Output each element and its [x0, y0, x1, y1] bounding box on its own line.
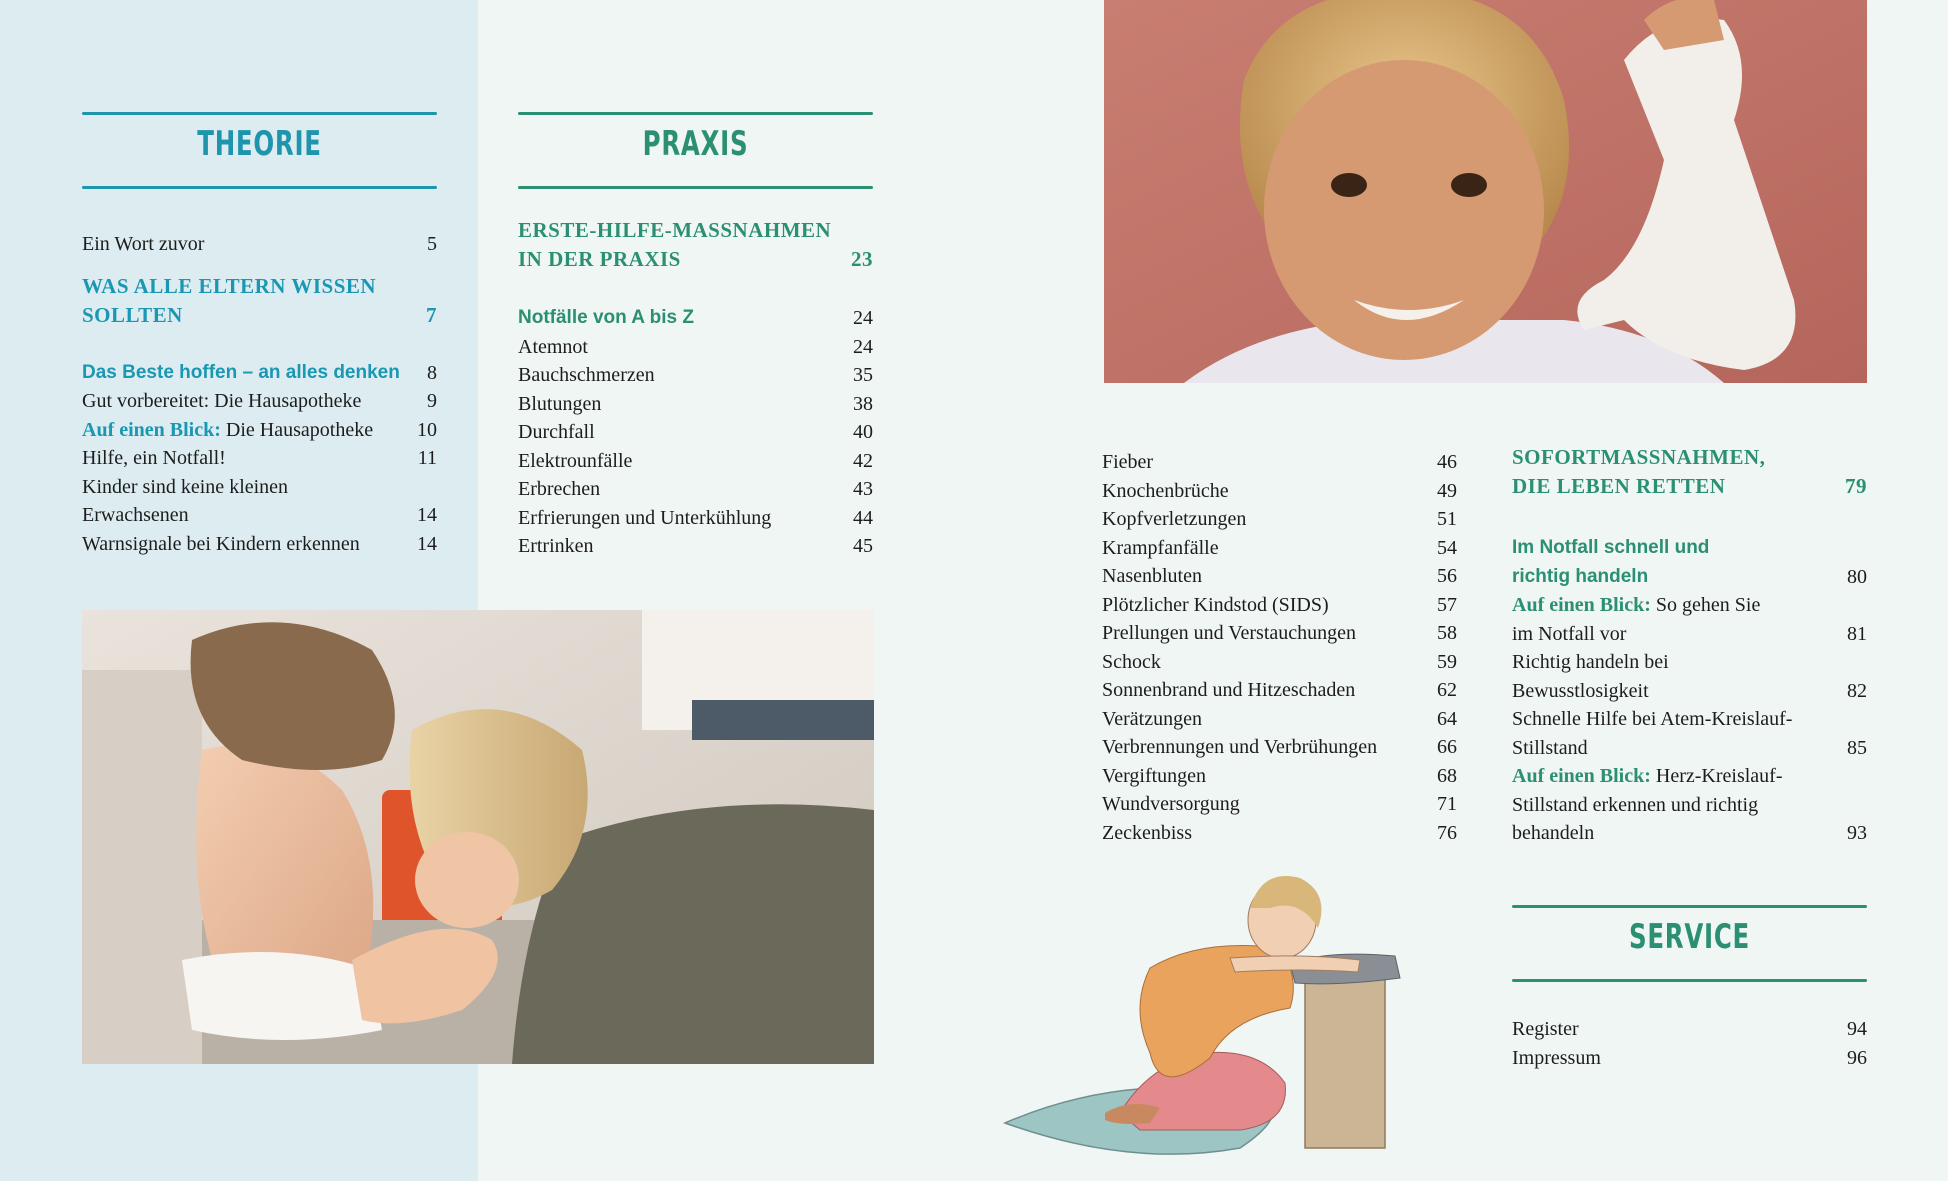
toc-entry-page: 45 — [853, 535, 873, 557]
toc-entry-text: Knochenbrüche — [1102, 479, 1229, 502]
toc-entry[interactable] — [1512, 791, 1867, 820]
toc-entry-text: Nasenbluten — [1102, 565, 1202, 587]
service-column — [1512, 905, 1867, 1072]
toc-entry-text: Ein Wort zuvor — [82, 233, 205, 255]
toc-entry-page: 54 — [1437, 536, 1457, 559]
toc-entry-page: 14 — [417, 532, 437, 555]
toc-entry[interactable] — [518, 504, 873, 533]
toc-entry[interactable] — [1102, 534, 1457, 563]
toc-subheading[interactable] — [1512, 534, 1867, 591]
toc-entry[interactable] — [518, 361, 873, 390]
toc-entry[interactable] — [518, 390, 873, 419]
toc-entry-page: 24 — [853, 335, 873, 358]
toc-entry[interactable] — [518, 532, 873, 561]
chapter-entry[interactable] — [82, 272, 437, 330]
chapter-entry[interactable] — [1512, 443, 1867, 501]
toc-entry-page: 40 — [853, 421, 873, 443]
toc-entry-text: Impressum — [1512, 1046, 1601, 1069]
toc-entry-text: Blutungen — [518, 392, 602, 415]
toc-entry[interactable] — [82, 501, 437, 530]
toc-entry-page: 76 — [1437, 821, 1457, 844]
toc-entry-page: 71 — [1437, 793, 1457, 815]
toc-entry-text: Wundversorgung — [1102, 793, 1240, 815]
chapter-title: ERSTE-HILFE-MASSNAHMEN IN DER PRAXIS — [518, 218, 832, 271]
toc-entry[interactable] — [518, 333, 873, 362]
toc-entry-page: 56 — [1437, 565, 1457, 587]
toc-entry-text: im Notfall vor — [1512, 622, 1627, 645]
chapter-title: WAS ALLE ELTERN WISSEN SOLLTEN — [82, 273, 377, 327]
mother-baby-photo — [82, 610, 874, 1064]
chapter-page: 23 — [851, 247, 873, 271]
service-heading — [1512, 905, 1867, 985]
toc-entry-page: 94 — [1847, 1018, 1867, 1040]
toc-subheading-text: Das Beste hoffen – an alles denken — [82, 361, 400, 383]
toc-entry-page: 46 — [1437, 451, 1457, 473]
toc-entry-text: Schock — [1102, 650, 1161, 673]
toc-list — [1512, 591, 1867, 848]
at-a-glance-label: Auf einen Blick: — [1512, 594, 1651, 616]
toc-entry[interactable] — [1512, 591, 1867, 620]
toc-entry-text: Erwachsenen — [82, 504, 189, 526]
toc-list — [1512, 1015, 1867, 1072]
toc-entry-page: 66 — [1437, 736, 1457, 758]
toc-entry[interactable] — [1102, 448, 1457, 477]
toc-entry[interactable] — [1102, 591, 1457, 620]
toc-entry[interactable] — [82, 444, 437, 473]
toc-entry-text: Hilfe, ein Notfall! — [82, 447, 226, 469]
toc-entry-text: Ertrinken — [518, 535, 594, 557]
toc-entry[interactable] — [1512, 705, 1867, 734]
toc-entry[interactable] — [1102, 676, 1457, 705]
toc-entry-page: 5 — [427, 233, 437, 255]
toc-subheading-text: Im Notfall schnell und richtig handeln — [1512, 537, 1710, 587]
toc-entry-text: Durchfall — [518, 421, 595, 443]
at-a-glance-label: Auf einen Blick: — [1512, 765, 1651, 787]
toc-entry[interactable] — [82, 387, 437, 416]
heading-rule — [518, 112, 873, 115]
toc-entry[interactable] — [1102, 733, 1457, 762]
service-title: SERVICE — [1628, 917, 1750, 957]
toc-subheading-page: 8 — [427, 361, 437, 384]
toc-entry-text: Erfrierungen und Unterkühlung — [518, 506, 772, 529]
toc-entry[interactable] — [518, 475, 873, 504]
praxis-column — [518, 112, 873, 561]
toc-entry-page: 42 — [853, 449, 873, 472]
theorie-title: THEORIE — [197, 124, 322, 164]
chapter-page: 7 — [426, 302, 437, 327]
toc-entry-text: Richtig handeln bei — [1512, 651, 1669, 673]
heading-rule — [1512, 905, 1867, 908]
toc-entry-text: Atemnot — [518, 335, 588, 358]
toc-list — [82, 387, 437, 558]
toc-entry[interactable] — [1102, 648, 1457, 677]
toc-entry[interactable] — [1102, 819, 1457, 848]
toc-entry[interactable] — [1102, 619, 1457, 648]
toc-entry[interactable] — [1512, 648, 1867, 677]
praxis-heading — [518, 112, 873, 192]
toc-entry-page: 51 — [1437, 508, 1457, 530]
toc-entry[interactable] — [1102, 705, 1457, 734]
toc-subheading[interactable] — [518, 304, 873, 333]
toc-entry-page: 14 — [417, 504, 437, 526]
toc-entry-text: Kinder sind keine kleinen — [82, 475, 289, 498]
toc-entry-text: Auf einen Blick: Die Hausapotheke — [82, 418, 374, 441]
toc-entry-text: Erbrechen — [518, 478, 601, 500]
girl-with-cast-photo — [1104, 0, 1867, 383]
toc-subheading[interactable] — [82, 359, 437, 388]
toc-entry-page: 82 — [1847, 679, 1867, 702]
toc-entry-text: Schnelle Hilfe bei Atem-Kreislauf- — [1512, 708, 1793, 730]
toc-entry[interactable] — [1512, 677, 1867, 706]
toc-entry-page: 10 — [417, 418, 437, 441]
toc-entry[interactable] — [1512, 819, 1867, 848]
toc-subheading-page: 80 — [1847, 565, 1867, 588]
at-a-glance-label: Auf einen Blick: — [82, 418, 221, 441]
heading-rule — [82, 186, 437, 189]
toc-entry[interactable] — [82, 416, 437, 445]
toc-entry[interactable] — [1102, 477, 1457, 506]
toc-entry-page: 44 — [853, 506, 873, 529]
toc-entry[interactable] — [82, 230, 437, 259]
toc-entry-text: Verätzungen — [1102, 707, 1202, 730]
toc-entry[interactable] — [1102, 562, 1457, 591]
toc-entry-page: 68 — [1437, 764, 1457, 787]
toc-entry-text: Bauchschmerzen — [518, 364, 655, 386]
heading-rule — [518, 186, 873, 189]
praxis-title: PRAXIS — [642, 124, 749, 164]
toc-entry-text: Prellungen und Verstauchungen — [1102, 622, 1357, 644]
praxis-continued-column — [1102, 448, 1457, 847]
heading-rule — [82, 112, 437, 115]
chapter-page: 79 — [1845, 474, 1867, 498]
toc-entry-page: 81 — [1847, 622, 1867, 645]
toc-entry-text: Krampfanfälle — [1102, 536, 1219, 559]
toc-entry[interactable] — [1512, 1044, 1867, 1073]
toc-entry-page: 64 — [1437, 707, 1457, 730]
toc-entry[interactable] — [1512, 620, 1867, 649]
toc-entry-text: Kopfverletzungen — [1102, 508, 1247, 530]
toc-list — [518, 333, 873, 561]
toc-entry-text: Sonnenbrand und Hitzeschaden — [1102, 679, 1356, 701]
chapter-entry[interactable] — [518, 216, 873, 274]
toc-entry[interactable] — [1102, 790, 1457, 819]
toc-entry[interactable] — [1512, 762, 1867, 791]
toc-entry[interactable] — [1102, 762, 1457, 791]
sofortmassnahmen-column — [1512, 443, 1867, 848]
toc-entry-text: Gut vorbereitet: Die Hausapotheke — [82, 390, 362, 412]
toc-entry-page: 85 — [1847, 736, 1867, 759]
toc-entry-page: 11 — [417, 447, 437, 469]
toc-entry-page: 59 — [1437, 650, 1457, 673]
child-resting-illustration — [1000, 868, 1410, 1168]
toc-entry-text: Verbrennungen und Verbrühungen — [1102, 736, 1378, 758]
toc-entry-page: 62 — [1437, 679, 1457, 701]
toc-entry-text: Stillstand erkennen und richtig — [1512, 793, 1759, 816]
theorie-heading — [82, 112, 437, 192]
toc-entry-text: behandeln — [1512, 822, 1595, 844]
toc-entry-page: 43 — [853, 478, 873, 500]
toc-entry[interactable] — [1512, 734, 1867, 763]
toc-entry-page: 93 — [1847, 822, 1867, 844]
toc-entry[interactable] — [518, 418, 873, 447]
toc-entry-text: Elektrounfälle — [518, 449, 633, 472]
toc-entry-text: Auf einen Blick: Herz-Kreislauf- — [1512, 765, 1783, 787]
toc-entry-page: 96 — [1847, 1046, 1867, 1069]
toc-subheading-text: Notfälle von A bis Z — [518, 307, 694, 328]
toc-entry-page: 9 — [427, 390, 437, 412]
toc-entry-text: Register — [1512, 1018, 1579, 1040]
toc-entry-text: Warnsignale bei Kindern erkennen — [82, 532, 360, 555]
toc-entry-text: Plötzlicher Kindstod (SIDS) — [1102, 593, 1329, 616]
toc-list — [1102, 448, 1457, 847]
toc-entry-text: Auf einen Blick: So gehen Sie — [1512, 594, 1761, 616]
toc-entry-text: Vergiftungen — [1102, 764, 1207, 787]
toc-entry-text: Bewusstlosigkeit — [1512, 679, 1649, 702]
toc-entry[interactable] — [518, 447, 873, 476]
toc-subheading-page: 24 — [853, 307, 873, 329]
heading-rule — [1512, 979, 1867, 982]
toc-entry-page: 58 — [1437, 622, 1457, 644]
toc-entry[interactable] — [82, 530, 437, 559]
toc-entry-page: 49 — [1437, 479, 1457, 502]
toc-entry[interactable] — [1512, 1015, 1867, 1044]
toc-entry[interactable] — [82, 473, 437, 502]
toc-entry-text: Fieber — [1102, 451, 1154, 473]
toc-entry-text: Stillstand — [1512, 736, 1588, 759]
toc-entry-page: 57 — [1437, 593, 1457, 616]
chapter-title: SOFORTMASSNAHMEN, DIE LEBEN RETTEN — [1512, 445, 1766, 498]
toc-entry-page: 35 — [853, 364, 873, 386]
toc-entry-page: 38 — [853, 392, 873, 415]
theorie-column — [82, 112, 437, 558]
toc-entry-text: Zeckenbiss — [1102, 821, 1192, 844]
toc-entry[interactable] — [1102, 505, 1457, 534]
